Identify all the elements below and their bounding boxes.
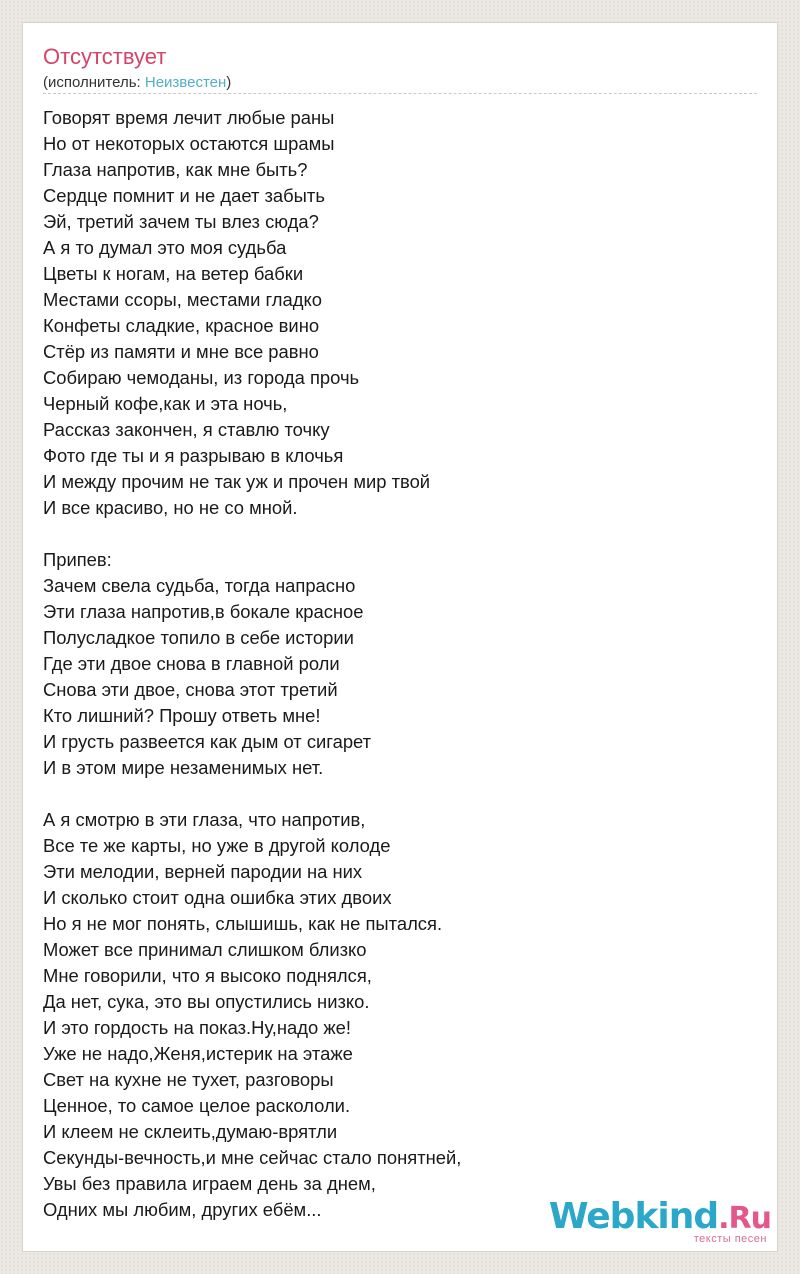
lyrics-line: Эти мелодии, верней пародии на них: [43, 861, 363, 882]
artist-prefix: (исполнитель:: [43, 74, 145, 91]
lyrics-line: И в этом мире незаменимых нет.: [43, 757, 324, 778]
lyrics-line: Собираю чемоданы, из города прочь: [43, 367, 360, 388]
artist-suffix: ): [226, 74, 232, 91]
lyrics-line: Уже не надо,Женя,истерик на этаже: [43, 1043, 353, 1064]
lyrics-line: Говорят время лечит любые раны: [43, 107, 335, 128]
site-logo[interactable]: [548, 1196, 771, 1245]
lyrics-line: Цветы к ногам, на ветер бабки: [43, 263, 304, 284]
lyrics-line: Ценное, то самое целое раскололи.: [43, 1095, 351, 1116]
lyrics-line: Одних мы любим, других ебём...: [43, 1199, 322, 1220]
lyrics-line: Свет на кухне не тухет, разговоры: [43, 1069, 334, 1090]
lyrics-line: И все красиво, но не со мной.: [43, 497, 298, 518]
lyrics-line: А я то думал это моя судьба: [43, 237, 287, 258]
lyrics-line: А я смотрю в эти глаза, что напротив,: [43, 809, 366, 830]
lyrics-line: Кто лишний? Прошу ответь мне!: [43, 705, 321, 726]
lyrics-line: Мне говорили, что я высоко поднялся,: [43, 965, 372, 986]
lyrics-line: Увы без правила играем день за днем,: [43, 1173, 376, 1194]
lyrics-card: [22, 22, 778, 1252]
lyrics-line: Глаза напротив, как мне быть?: [43, 159, 308, 180]
lyrics-line: Фото где ты и я разрываю в клочья: [43, 445, 344, 466]
lyrics-blank-line: [43, 521, 461, 547]
lyrics-line: И грусть развеется как дым от сигарет: [43, 731, 372, 752]
lyrics-line: Зачем свела судьба, тогда напрасно: [43, 575, 356, 596]
lyrics-line: Эй, третий зачем ты влез сюда?: [43, 211, 319, 232]
lyrics-line: И между прочим не так уж и прочен мир твой: [43, 471, 431, 492]
lyrics-line: Местами ссоры, местами гладко: [43, 289, 322, 310]
lyrics-line: Но я не мог понять, слышишь, как не пытался.: [43, 913, 443, 934]
lyrics-line: Да нет, сука, это вы опустились низко.: [43, 991, 370, 1012]
artist-link[interactable]: Неизвестен: [144, 74, 227, 91]
artist-line: [43, 74, 231, 92]
logo-suffix: .Ru: [718, 1201, 771, 1236]
lyrics-blank-line: [43, 781, 461, 807]
lyrics-line: Конфеты сладкие, красное вино: [43, 315, 320, 336]
lyrics-line: Припев:: [43, 549, 112, 570]
lyrics-line: Снова эти двое, снова этот третий: [43, 679, 338, 700]
lyrics-line: И клеем не склеить,думаю-врятли: [43, 1121, 338, 1142]
logo-tagline: тексты песен: [693, 1233, 767, 1245]
lyrics-line: Сердце помнит и не дает забыть: [43, 185, 325, 206]
lyrics-line: Секунды-вечность,и мне сейчас стало понятней,: [43, 1147, 462, 1168]
title-divider: [43, 93, 757, 94]
lyrics-line: И это гордость на показ.Ну,надо же!: [43, 1017, 351, 1038]
lyrics-line: Может все принимал слишком близко: [43, 939, 367, 960]
lyrics-line: Стёр из памяти и мне все равно: [43, 341, 319, 362]
lyrics-line: Где эти двое снова в главной роли: [43, 653, 340, 674]
lyrics-line: И сколько стоит одна ошибка этих двоих: [43, 887, 392, 908]
lyrics-line: Эти глаза напротив,в бокале красное: [43, 601, 364, 622]
lyrics-line: Все те же карты, но уже в другой колоде: [43, 835, 391, 856]
logo-wordmark: [548, 1196, 771, 1237]
logo-word: Webkind: [548, 1196, 719, 1237]
lyrics-line: Полусладкое топило в себе истории: [43, 627, 354, 648]
lyrics-line: Черный кофе,как и эта ночь,: [43, 393, 288, 414]
lyrics-line: Рассказ закончен, я ставлю точку: [43, 419, 330, 440]
song-title: Отсутствует: [43, 44, 167, 69]
lyrics-text: [43, 105, 461, 1223]
lyrics-line: Но от некоторых остаются шрамы: [43, 133, 335, 154]
